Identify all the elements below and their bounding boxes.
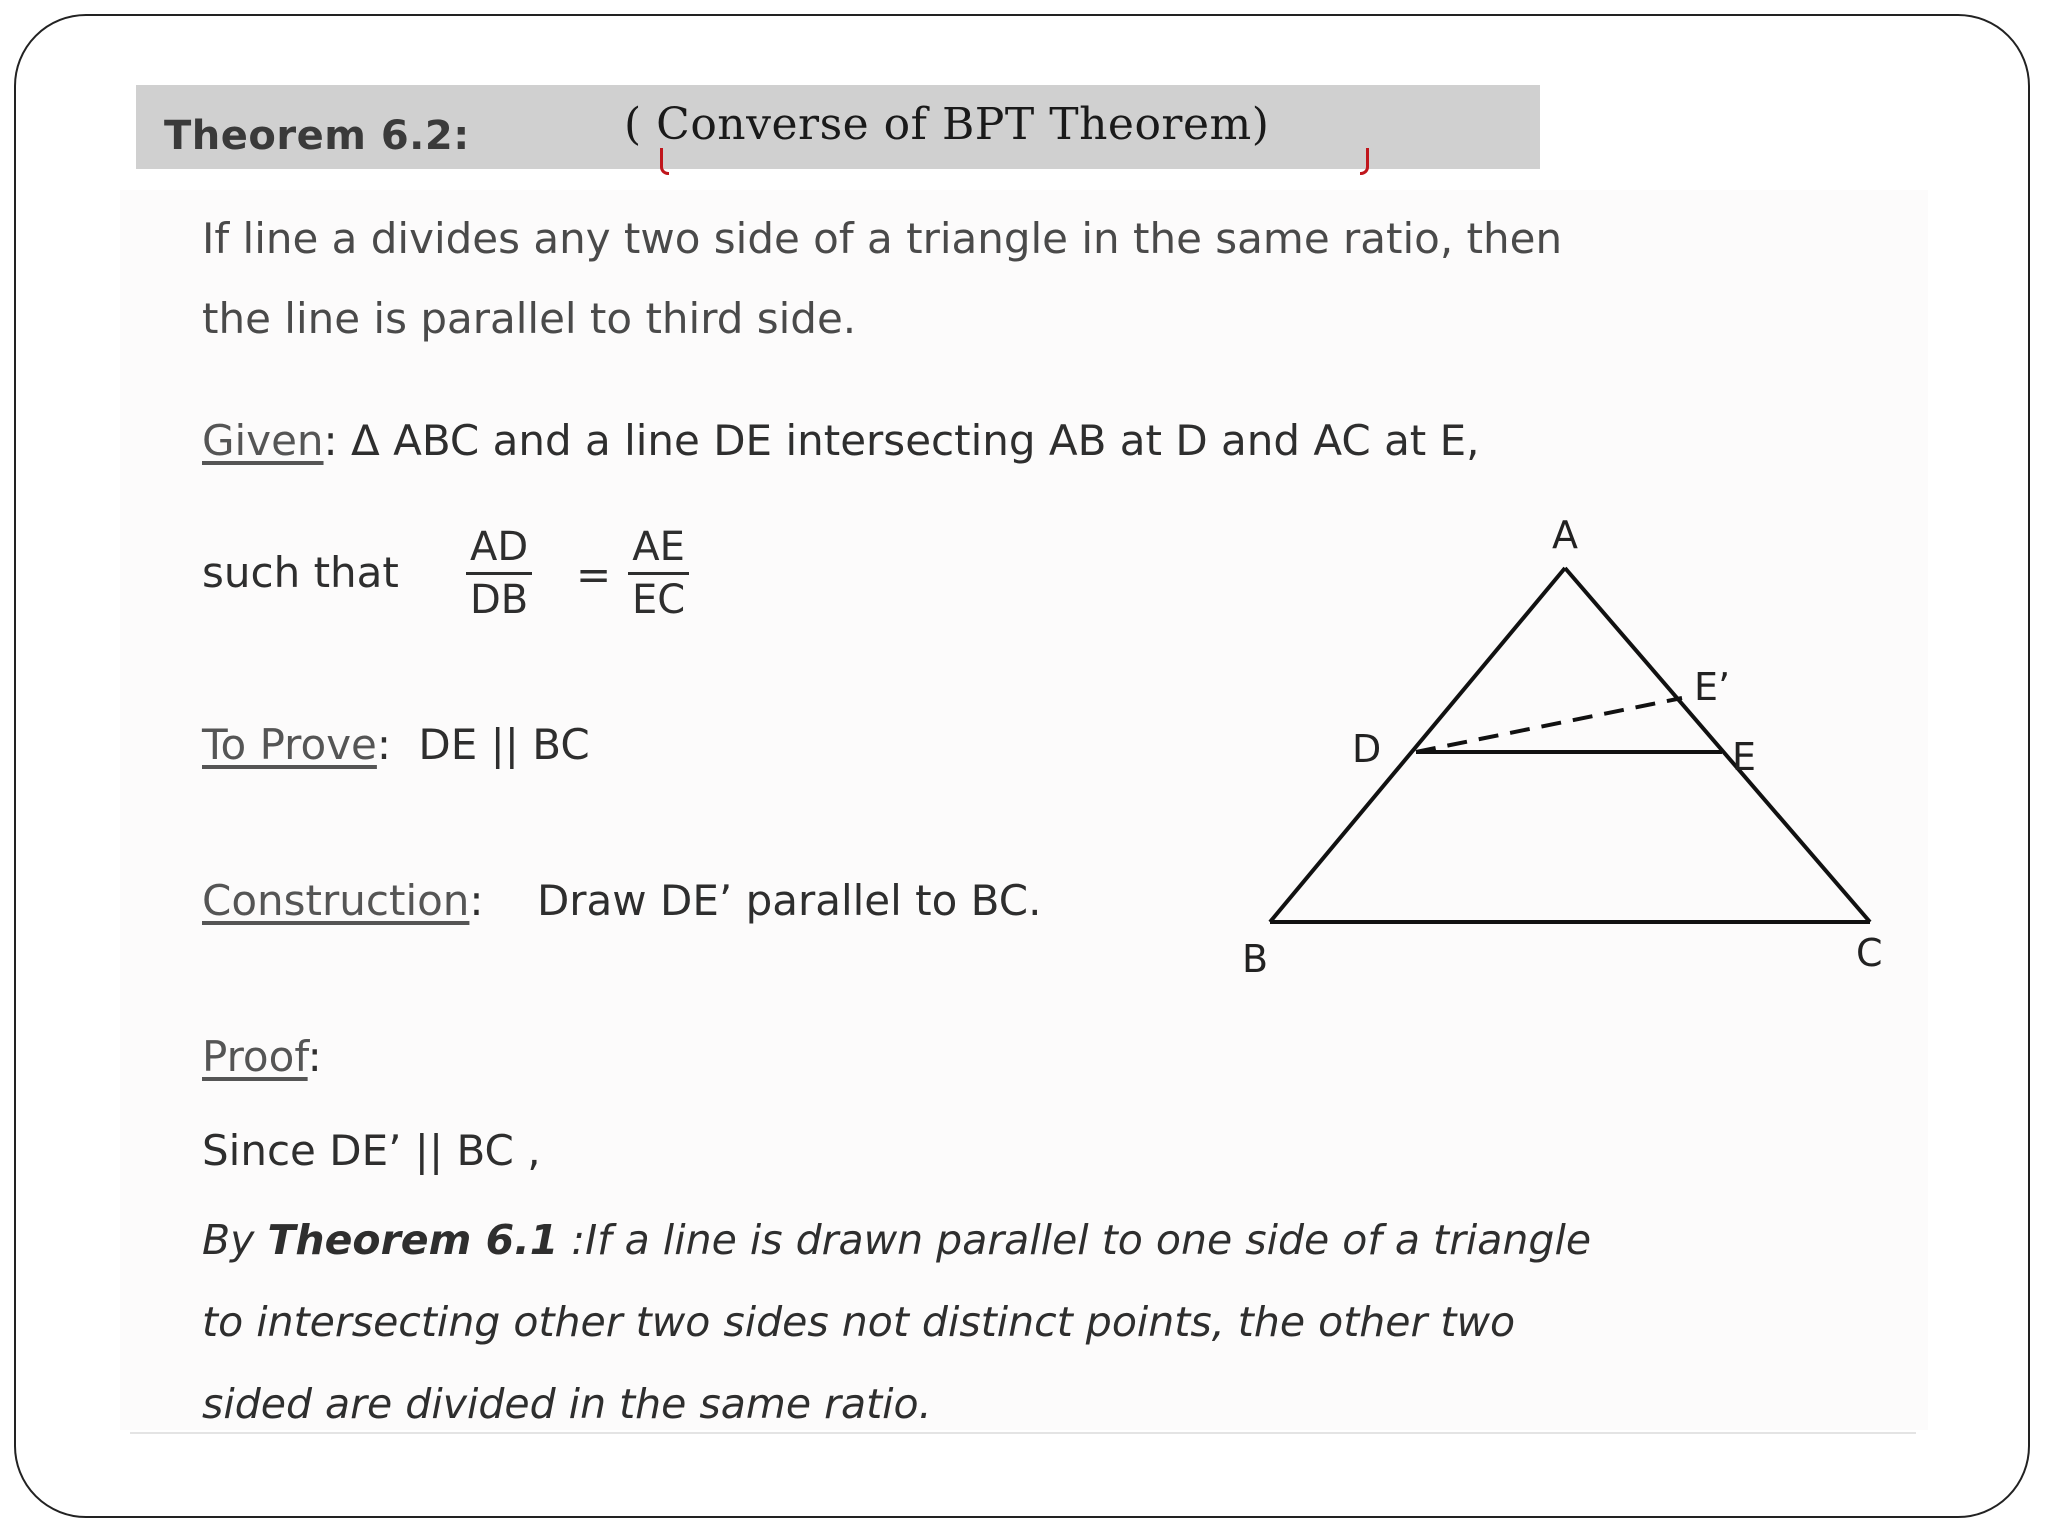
- label-c: C: [1856, 931, 1883, 975]
- proof-theorem-line-2: to intersecting other two sides not distinct points, the other two: [202, 1298, 1516, 1346]
- equals-sign: =: [576, 550, 612, 599]
- to-prove-line: [202, 720, 590, 769]
- label-a: A: [1552, 513, 1578, 557]
- construction-heading: Construction: [202, 876, 470, 925]
- proof-by: By: [202, 1216, 268, 1264]
- red-bracket-left: [660, 148, 669, 175]
- to-prove-heading: To Prove: [202, 720, 377, 769]
- proof-line-1-rest: :If a line is drawn parallel to one side of a triangle: [558, 1216, 1592, 1264]
- title-bar: [136, 85, 1540, 169]
- proof-since: Since DE’ || BC ,: [202, 1126, 541, 1175]
- fraction-ad-db-numerator: AD: [466, 524, 532, 575]
- triangle-diagram: [1220, 500, 1920, 1000]
- fraction-ad-db: [466, 524, 532, 623]
- proof-theorem-line-1: [202, 1216, 1591, 1264]
- theorem-label: Theorem 6.2:: [164, 113, 470, 159]
- fraction-ae-ec-denominator: EC: [632, 577, 686, 623]
- label-e-prime: E’: [1694, 665, 1731, 709]
- side-ab: [1270, 568, 1565, 922]
- proof-heading-line: [202, 1032, 322, 1081]
- label-b: B: [1242, 937, 1269, 981]
- construction-text: Draw DE’ parallel to BC.: [536, 876, 1042, 925]
- fraction-ae-ec: [628, 524, 689, 623]
- construction-line: [202, 876, 1041, 925]
- proof-heading: Proof: [202, 1032, 308, 1081]
- proof-theorem-line-3: sided are divided in the same ratio.: [202, 1380, 932, 1428]
- proof-colon: :: [307, 1032, 322, 1081]
- to-prove-text: DE || BC: [418, 720, 590, 769]
- fraction-ad-db-denominator: DB: [470, 577, 529, 623]
- proof-theorem-ref: Theorem 6.1: [267, 1216, 559, 1264]
- label-d: D: [1352, 727, 1382, 771]
- side-ac: [1565, 568, 1870, 922]
- given-colon: :: [323, 416, 338, 465]
- given-heading: Given: [202, 416, 324, 465]
- to-prove-colon: :: [376, 720, 392, 769]
- given-text: Δ ABC and a line DE intersecting AB at D and AC at E,: [351, 416, 1480, 465]
- such-that-label: such that: [202, 548, 399, 597]
- given-line: [202, 416, 1480, 465]
- label-e: E: [1732, 735, 1757, 779]
- red-bracket-right: [1360, 148, 1369, 175]
- statement-line-1: If line a divides any two side of a triangle in the same ratio, then: [202, 214, 1563, 263]
- fraction-ae-ec-numerator: AE: [628, 524, 689, 575]
- statement-line-2: the line is parallel to third side.: [202, 294, 857, 343]
- construction-colon: :: [469, 876, 484, 925]
- segment-de-prime: [1416, 698, 1682, 752]
- bottom-rule: [130, 1432, 1916, 1434]
- theorem-subtitle: ( Converse of BPT Theorem): [624, 99, 1270, 150]
